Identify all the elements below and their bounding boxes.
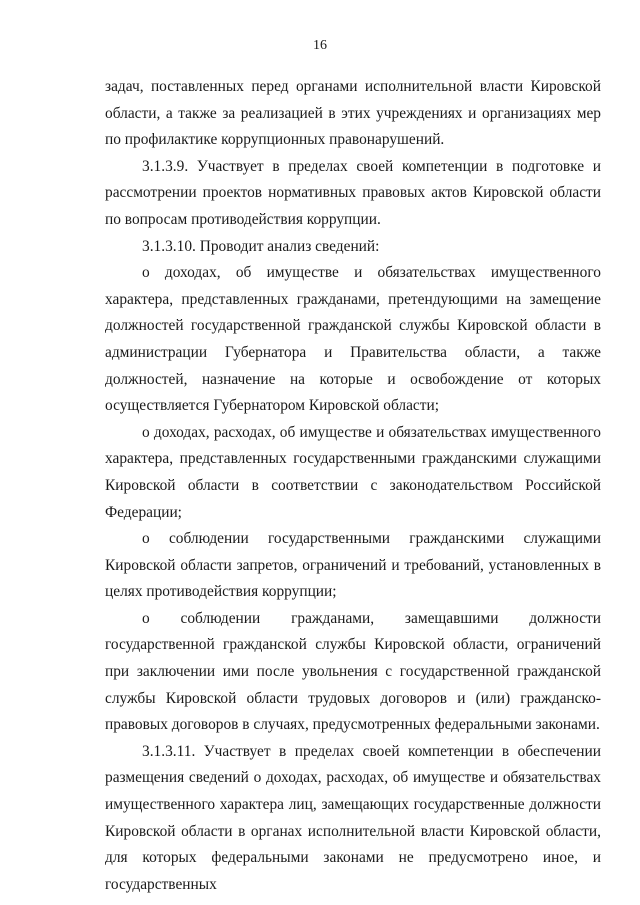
paragraph-3-1-3-11: 3.1.3.11. Участвует в пределах своей компетенции в обеспечении размещения сведений о доходах, расходах, об имуществе и обязательствах имущественного характера лиц, замещающих государственные должности Кировской области в органах исполнительной власти Кировской области, для которых федеральными законами не предусмотрено иное, и государственных xyxy=(105,742,601,893)
paragraph-income-applicants: о доходах, об имуществе и обязательствах имущественного характера, представленных гражданами, претендующими на замещение должностей государственной гражданской службы Кировской области в администрации Губернатора и Правительства области, а также должностей, назначение на которые и освобождение от которых осуществляется Губернатором Кировской области; xyxy=(105,264,601,415)
paragraph-3-1-3-10: 3.1.3.10. Проводит анализ сведений: xyxy=(142,237,380,255)
page-number: 16 xyxy=(313,38,327,53)
paragraph-compliance-former: о соблюдении гражданами, замещавшими должности государственной гражданской службы Кировской области, ограничений при заключении ими после увольнения с государственной гражданской службы Кировской области трудовых договоров и (или) гражданско-правовых договоров в случаях, предусмотренных федеральными законами. xyxy=(105,609,601,734)
document-body xyxy=(105,74,601,898)
paragraph-continuation: задач, поставленных перед органами исполнительной власти Кировской области, а также за реализацией в этих учреждениях и организациях мер по профилактике коррупционных правонарушений. xyxy=(105,78,601,149)
paragraph-compliance-servants: о соблюдении государственными гражданскими служащими Кировской области запретов, ограничений и требований, установленных в целях противодействия коррупции; xyxy=(105,530,601,601)
paragraph-income-servants: о доходах, расходах, об имуществе и обязательствах имущественного характера, представленных государственными гражданскими служащими Кировской области в соответствии с законодательством Российской Федерации; xyxy=(105,423,601,521)
paragraph-3-1-3-9: 3.1.3.9. Участвует в пределах своей компетенции в подготовке и рассмотрении проектов нормативных правовых актов Кировской области по вопросам противодействия коррупции. xyxy=(105,157,601,228)
